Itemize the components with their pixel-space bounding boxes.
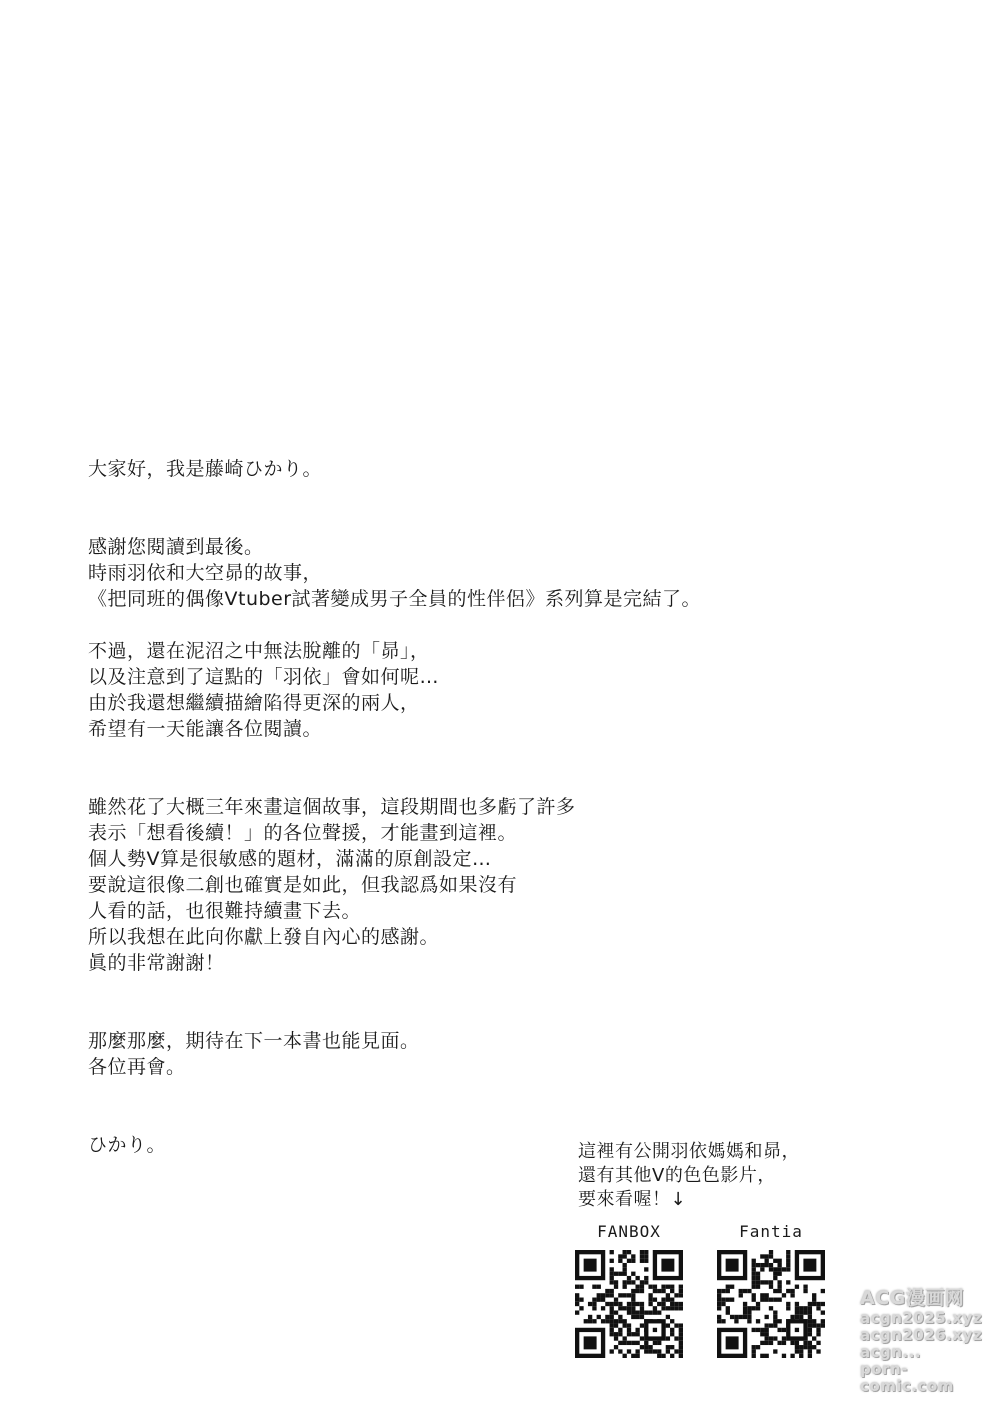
watermark-line: acgn... bbox=[860, 1343, 922, 1361]
greeting-line: 大家好，我是藤崎ひかり。 bbox=[88, 458, 323, 480]
text-line: 感謝您閱讀到最後。 bbox=[88, 536, 264, 558]
promo-note bbox=[578, 1140, 878, 1212]
signature: ひかり。 bbox=[88, 1134, 167, 1156]
fantia-qr-block[interactable] bbox=[716, 1222, 826, 1358]
promo-line: 還有其他V的色色影片， bbox=[578, 1165, 776, 1186]
text-line: 眞的非常謝謝！ bbox=[88, 952, 225, 974]
thanks-paragraph bbox=[88, 534, 808, 612]
text-line: 《把同班的偶像Vtuber試著變成男子全員的性伴侶》系列算是完結了。 bbox=[88, 588, 702, 610]
text-line: 不過，還在泥沼之中無法脫離的「昴」， bbox=[88, 640, 430, 662]
text-line: 雖然花了大概三年來畫這個故事，這段期間也多虧了許多 bbox=[88, 796, 576, 818]
watermark-brand: ACG漫画网 bbox=[860, 1287, 965, 1309]
text-line: 所以我想在此向你獻上發自內心的感謝。 bbox=[88, 926, 440, 948]
continuation-paragraph bbox=[88, 638, 808, 742]
text-line: 要說這很像二創也確實是如此，但我認爲如果沒有 bbox=[88, 874, 518, 896]
afterword bbox=[88, 456, 808, 1158]
text-line: 由於我還想繼續描繪陷得更深的兩人， bbox=[88, 692, 420, 714]
farewell-paragraph bbox=[88, 1028, 808, 1080]
text-line: 希望有一天能讓各位閱讀。 bbox=[88, 718, 323, 740]
text-line: 各位再會。 bbox=[88, 1056, 186, 1078]
promo-line: 這裡有公開羽依媽媽和昴， bbox=[578, 1141, 800, 1162]
text-line: 那麼那麼，期待在下一本書也能見面。 bbox=[88, 1030, 420, 1052]
qr-code-icon[interactable] bbox=[575, 1250, 683, 1358]
gratitude-paragraph bbox=[88, 794, 808, 976]
qr-label: Fantia bbox=[739, 1222, 803, 1241]
watermark-line: acgn2026.xyz bbox=[860, 1326, 983, 1344]
watermark-line: acgn2025.xyz bbox=[860, 1309, 983, 1327]
watermark-line: porn-comic.com bbox=[860, 1360, 954, 1395]
text-line: 時雨羽依和大空昴的故事， bbox=[88, 562, 323, 584]
text-line: 表示「想看後續！」的各位聲援，才能畫到這裡。 bbox=[88, 822, 518, 844]
text-line: 以及注意到了這點的「羽依」會如何呢… bbox=[88, 666, 440, 688]
qr-label: FANBOX bbox=[597, 1222, 661, 1241]
promo-line: 要來看喔！↓ bbox=[578, 1189, 687, 1210]
text-line: 人看的話，也很難持續畫下去。 bbox=[88, 900, 362, 922]
qr-code-icon[interactable] bbox=[717, 1250, 825, 1358]
text-line: 個人勢V算是很敏感的題材，滿滿的原創設定… bbox=[88, 848, 492, 870]
watermark bbox=[860, 1286, 992, 1395]
fanbox-qr-block[interactable] bbox=[574, 1222, 684, 1358]
